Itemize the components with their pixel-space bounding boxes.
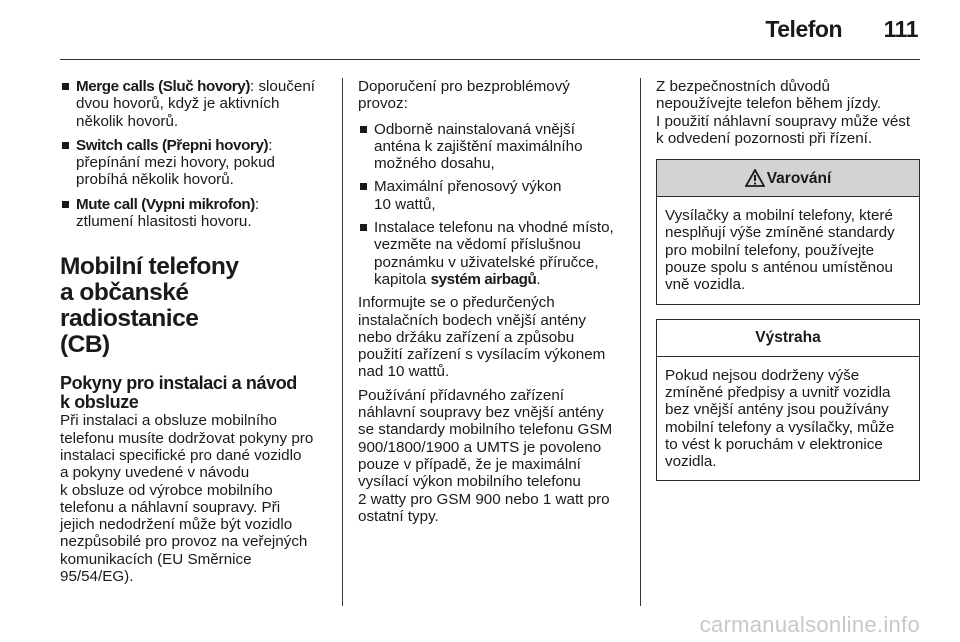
list-item xyxy=(60,196,328,231)
list-item xyxy=(60,78,328,130)
menu-term: Switch calls (Přepni hovory) xyxy=(76,136,269,154)
list-item-end: . xyxy=(536,270,541,288)
body-paragraph: Používání přídavného zařízení náhlavní soupravy bez vnější antény se standardy mobilního telefonu GSM 900/1800/1900 a UMTS je povoleno pouze v případě, že je maximální vysílací výkon mobilního telefonu 2 watty pro GSM 900 nebo 1 watt pro ostatní typy. xyxy=(358,386,613,525)
column-right xyxy=(656,78,920,481)
body-paragraph: Informujte se o předurčených instalačních bodech vnější antény nebo držáku zařízení a způsobu použití zařízení s vysílacím výkonem nad 10 wattů. xyxy=(358,294,606,381)
list-item: Odborně nainstalovaná vnější anténa k zajištění maximálního možného dosahu, xyxy=(358,121,624,173)
caution-header xyxy=(657,320,919,357)
watermark: carmanualsonline.info xyxy=(699,612,920,637)
list-item-text: Instalace telefonu na vhodné místo, vezměte na vědomí příslušnou poznámku v uživatelské příručce, kapitola xyxy=(374,219,614,288)
body-paragraph: Při instalaci a obsluze mobilního telefonu musíte dodržovat pokyny pro instalaci specifické pro dané vozidlo a pokyny uvedené v návodu k obsluze od výrobce mobilního telefonu a náhlavní soupravy. Při jejich nedodržení může být vozidlo nezpůsobilé pro provoz na veřejných komunikacích (EU Směrnice 95/54/EG). xyxy=(60,412,314,586)
caution-title: Výstraha xyxy=(755,329,821,347)
warning-title: Varování xyxy=(766,169,832,187)
intro-paragraph: Z bezpečnostních důvodů nepoužívejte telefon během jízdy. I použití náhlavní soupravy může vést k odvedení pozornosti při řízení. xyxy=(656,78,911,147)
section-heading: Mobilní telefony a občanské radiostanice (CB) xyxy=(60,253,239,359)
chapter-reference: systém airbagů xyxy=(430,270,537,288)
list-item-text: : přepínání mezi hovory, pokud probíhá několik hovorů. xyxy=(76,136,275,189)
caution-box xyxy=(656,319,920,482)
list-item: Maximální přenosový výkon 10 wattů, xyxy=(358,178,624,213)
list-item xyxy=(60,137,328,189)
header-rule xyxy=(60,59,920,60)
subsection-heading: Pokyny pro instalaci a návod k obsluze xyxy=(60,373,297,413)
warning-text: Vysílačky a mobilní telefony, které nesplňují výše zmíněné standardy pro mobilní telefony, používejte pouze spolu s anténou umístěnou vně vozidla. xyxy=(665,207,895,294)
caution-text: Pokud nejsou dodrženy výše zmíněné předpisy a uvnitř vozidla bez vnější antény jsou používány mobilní telefony a vysílačky, může to vést k poruchám v elektronice vozidla. xyxy=(665,366,895,471)
list-item xyxy=(358,219,624,288)
page-header-title: Telefon xyxy=(765,16,842,42)
warning-header xyxy=(657,160,919,197)
page-number: 111 xyxy=(883,16,918,42)
intro-paragraph: Doporučení pro bezproblémový provoz: xyxy=(358,78,570,113)
menu-term: Merge calls (Sluč hovory) xyxy=(76,78,250,95)
list-item-text: : sloučení dvou hovorů, když je aktivních několik hovorů. xyxy=(76,78,316,130)
column-divider xyxy=(342,78,343,606)
warning-triangle-icon xyxy=(745,169,765,187)
warning-box xyxy=(656,159,920,304)
menu-term: Mute call (Vypni mikrofon) xyxy=(76,195,255,213)
column-left xyxy=(60,78,328,591)
column-divider xyxy=(640,78,641,606)
list-item-text: : ztlumení hlasitosti hovoru. xyxy=(76,195,260,231)
column-middle xyxy=(358,78,624,531)
